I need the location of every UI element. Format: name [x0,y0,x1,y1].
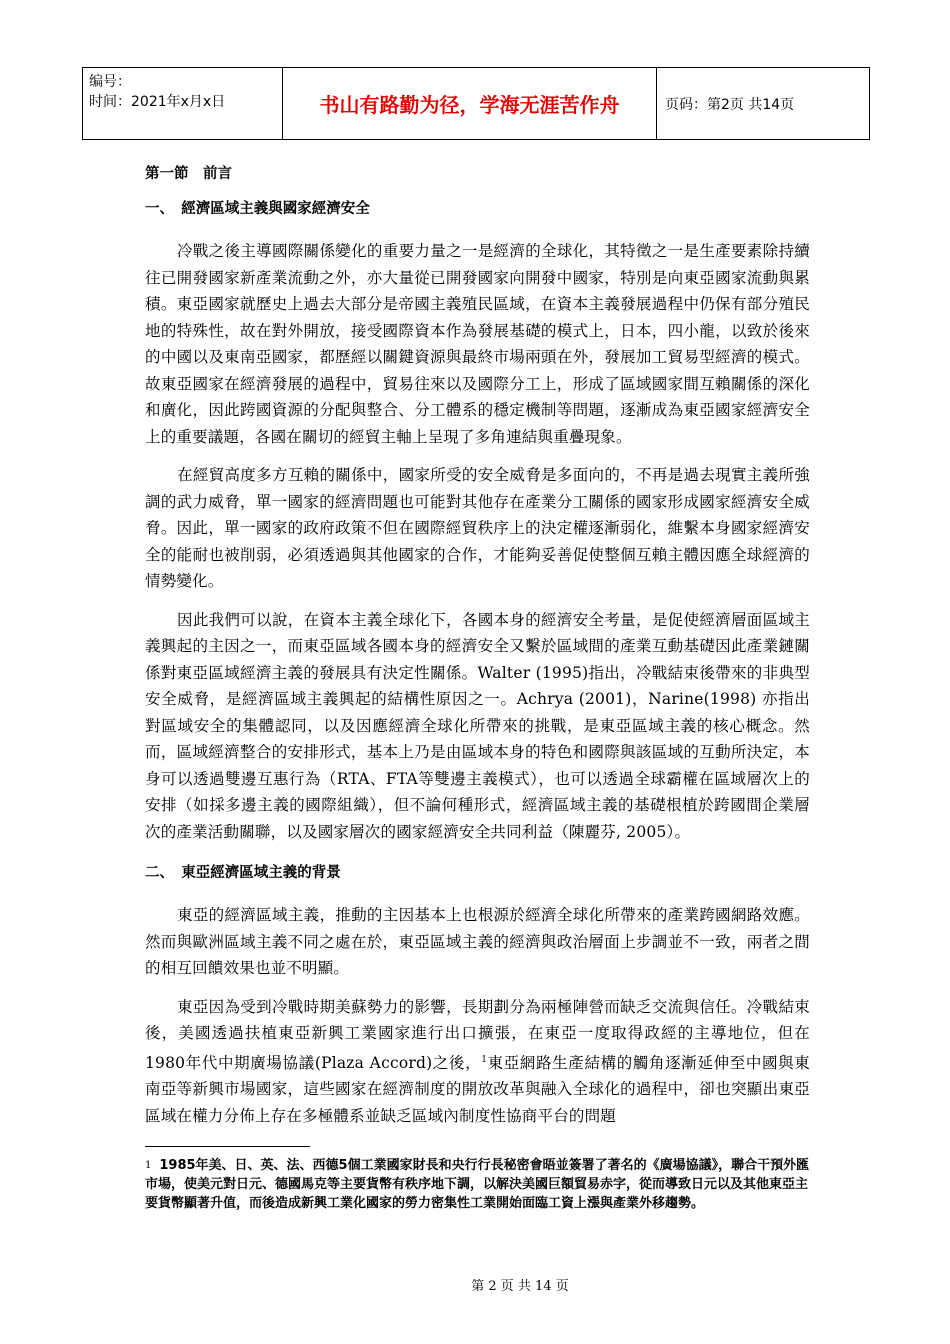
footnote [145,1156,815,1213]
paragraph-last-part-a: 東亞因為受到冷戰時期美蘇勢力的影響，長期劃分為兩極陣營而缺乏交流與信任。冷戰結束後，美國透過扶植東亞新興工業國家進行出口擴張，在東亞一度取得政經的主導地位，但在1980年代中期廣場協議(Plaza Accord)之後， [145,997,810,1072]
footnote-mark: 1 [145,1160,152,1171]
header-page-label: 页码：第2页 共14页 [665,96,795,113]
document-body [145,158,810,1141]
heading-2: 二、 東亞經濟區域主義的背景 [145,865,341,881]
footnote-ref[interactable]: 1 [481,1054,488,1065]
date-label: 时间：2021年x月x日 [89,94,226,110]
section-title: 第一節 前言 [145,166,232,182]
paragraph: 因此我們可以說，在資本主義全球化下，各國本身的經濟安全考量，是促使經濟層面區域主義興起的主因之一，而東亞區域各國本身的經濟安全又繫於區域間的產業互動基礎因此產業鏈關係對東亞區域經濟主義的發展具有決定性關係。Walter (1995)指出，冷戰結束後帶來的非典型安全威脅，是經濟區域主義興起的結構性原因之一。Achrya (2001)，Narine(1998) 亦指出對區域安全的集體認同，以及因應經濟全球化所帶來的挑戰，是東亞區域主義的核心概念。然而，區域經濟整合的安排形式，基本上乃是由區域本身的特色和國際與該區域的互動所決定，本身可以透過雙邊互惠行為（RTA、FTA等雙邊主義模式），也可以透過全球霸權在區域層次上的安排（如採多邊主義的國際組織），但不論何種形式，經濟區域主義的基礎根植於跨國間企業層次的產業活動關聯，以及國家層次的國家經濟安全共同利益（陳麗芬, 2005）。 [145,610,810,841]
paragraph-last [145,994,810,1130]
header-info-cell [83,68,283,139]
paragraph-last-part-b: 東亞網路生產結構的觸角逐漸延伸至中國與東南亞等新興市場國家，這些國家在經濟制度的開放改革與融入全球化的過程中，卻也突顯出東亞區域在權力分佈上存在多極體系並缺乏區域內制度性協商平台的問題 [145,1053,810,1125]
footnote-separator [145,1146,310,1147]
paragraph: 東亞的經濟區域主義，推動的主因基本上也根源於經濟全球化所帶來的產業跨國網路效應。然而與歐洲區域主義不同之處在於，東亞區域主義的經濟與政治層面上步調並不一致，兩者之間的相互回饋效果也並不明顯。 [145,906,810,977]
paragraph: 冷戰之後主導國際關係變化的重要力量之一是經濟的全球化，其特徵之一是生產要素除持續往已開發國家新產業流動之外，亦大量從已開發國家向開發中國家，特別是向東亞國家流動與累積。東亞國家就歷史上過去大部分是帝國主義殖民區域，在資本主義發展過程中仍保有部分殖民地的特殊性，故在對外開放，接受國際資本作為發展基礎的模式上，日本，四小龍，以致於後來的中國以及東南亞國家，都歷經以關鍵資源與最終市場兩頭在外，發展加工貿易型經濟的模式。故東亞國家在經濟發展的過程中，貿易往來以及國際分工上，形成了區域國家間互賴關係的深化和廣化，因此跨國資源的分配與整合、分工體系的穩定機制等問題，逐漸成為東亞國家經濟安全上的重要議題，各國在關切的經貿主軸上呈現了多角連結與重疊現象。 [145,242,810,446]
paragraph: 在經貿高度多方互賴的關係中，國家所受的安全威脅是多面向的，不再是過去現實主義所強調的武力威脅，單一國家的經濟問題也可能對其他存在產業分工關係的國家形成國家經濟安全威脅。因此，單一國家的政府政策不但在國際經貿秩序上的決定權逐漸弱化，維繫本身國家經濟安全的能耐也被削弱，必須透過與其他國家的合作，才能夠妥善促使整個互賴主體因應全球經濟的情勢變化。 [145,466,810,590]
header-motto: 书山有路勤为径，学海无涯苦作舟 [283,68,657,139]
header-table [82,67,870,140]
heading-1: 一、 經濟區域主義與國家經濟安全 [145,201,370,217]
page-footer: 第 2 页 共 14 页 [471,1279,569,1294]
footnote-text: 1985年美、日、英、法、西德5個工業國家財長和央行行長秘密會晤並簽署了著名的《廣場協議》，聯合干預外匯市場，使美元對日元、德國馬克等主要貨幣有秩序地下調，以解決美國巨額貿易赤字，從而導致日元以及其他東亞主要貨幣顯著升值，而後造成新興工業化國家的勞力密集性工業開始面臨工資上漲與產業外移趨勢。 [145,1158,810,1211]
number-label: 编号： [89,74,131,90]
